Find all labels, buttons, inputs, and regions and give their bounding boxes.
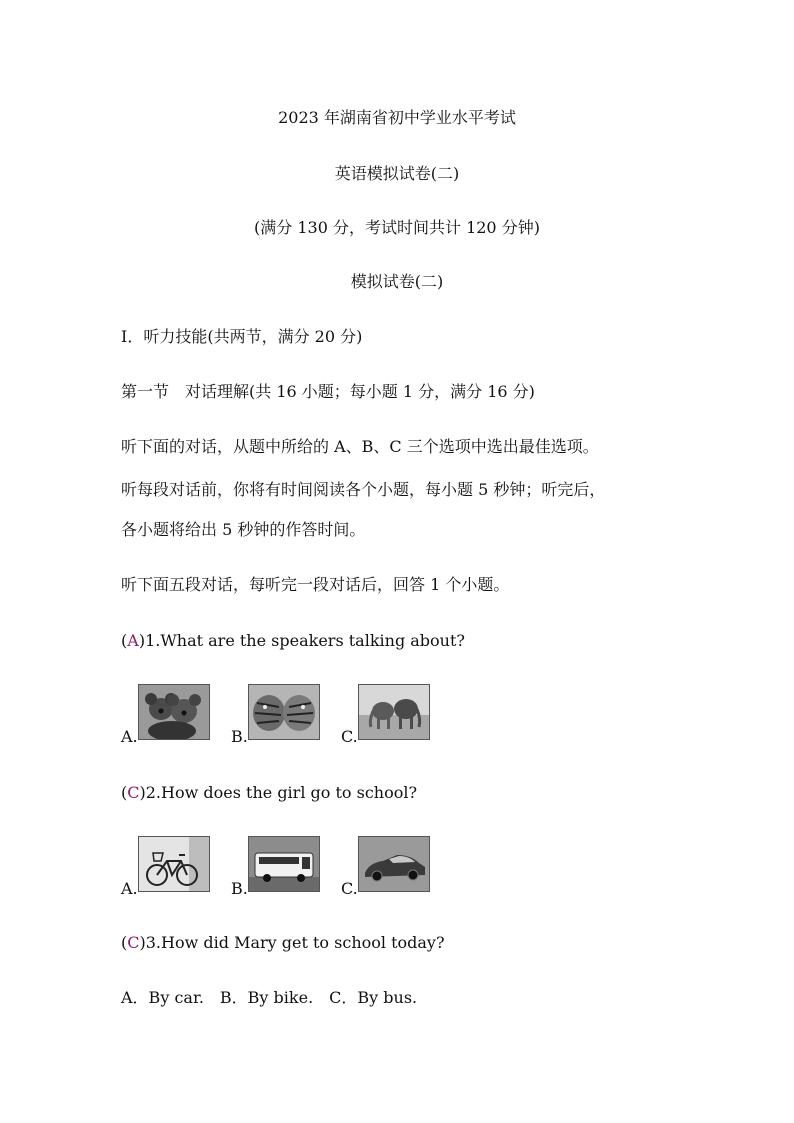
instruction-line-1: 听下面的对话，从题中所给的 A、B、C 三个选项中选出最佳选项。 xyxy=(121,437,599,456)
paren-open: ( xyxy=(121,631,128,650)
sub-instruction: 听下面五段对话，每听完一段对话后，回答 1 个小题。 xyxy=(121,575,510,594)
bus-photo-icon xyxy=(248,836,320,892)
answer-letter: A xyxy=(127,631,139,650)
exam-title: 2023 年湖南省初中学业水平考试 xyxy=(278,108,516,127)
option-letter: B. xyxy=(231,879,248,898)
question-text: 2.How does the girl go to school? xyxy=(145,783,418,802)
tigers-photo-icon xyxy=(248,684,320,740)
option-letter: A. xyxy=(121,879,138,898)
question-text: 3.How did Mary get to school today? xyxy=(145,933,445,952)
answer-letter: C xyxy=(127,783,140,802)
paren-open: ( xyxy=(121,933,128,952)
exam-subtitle: 英语模拟试卷(二) xyxy=(334,164,460,183)
car-photo-icon xyxy=(358,836,430,892)
part-heading: 第一节 对话理解(共 16 小题；每小题 1 分，满分 16 分) xyxy=(121,382,535,401)
option-letter: A. xyxy=(121,727,138,746)
option-letter: B. xyxy=(231,727,248,746)
elephants-photo-icon xyxy=(358,684,430,740)
option-letter: C. xyxy=(341,879,358,898)
koala-photo-icon xyxy=(138,684,210,740)
question-2 xyxy=(121,783,417,803)
question-3 xyxy=(121,933,445,953)
question-text: 1.What are the speakers talking about? xyxy=(145,631,465,650)
paren-close: ) xyxy=(139,783,146,802)
instruction-line-2: 听每段对话前，你将有时间阅读各个小题，每小题 5 秒钟；听完后， xyxy=(121,480,606,499)
answer-letter: C xyxy=(127,933,140,952)
question-3-choices: A．By car. B．By bike. C．By bus. xyxy=(121,988,418,1007)
section-heading: I．听力技能(共两节，满分 20 分) xyxy=(121,327,363,346)
paren-close: ) xyxy=(138,631,146,650)
option-letter: C. xyxy=(341,727,358,746)
bicycle-photo-icon xyxy=(138,836,210,892)
paren-close: ) xyxy=(139,933,146,952)
instruction-line-3: 各小题将给出 5 秒钟的作答时间。 xyxy=(121,520,366,539)
exam-note: (满分 130 分，考试时间共计 120 分钟) xyxy=(254,218,540,237)
paper-name: 模拟试卷(二) xyxy=(350,272,444,291)
paren-open: ( xyxy=(121,783,128,802)
question-1 xyxy=(121,631,465,651)
